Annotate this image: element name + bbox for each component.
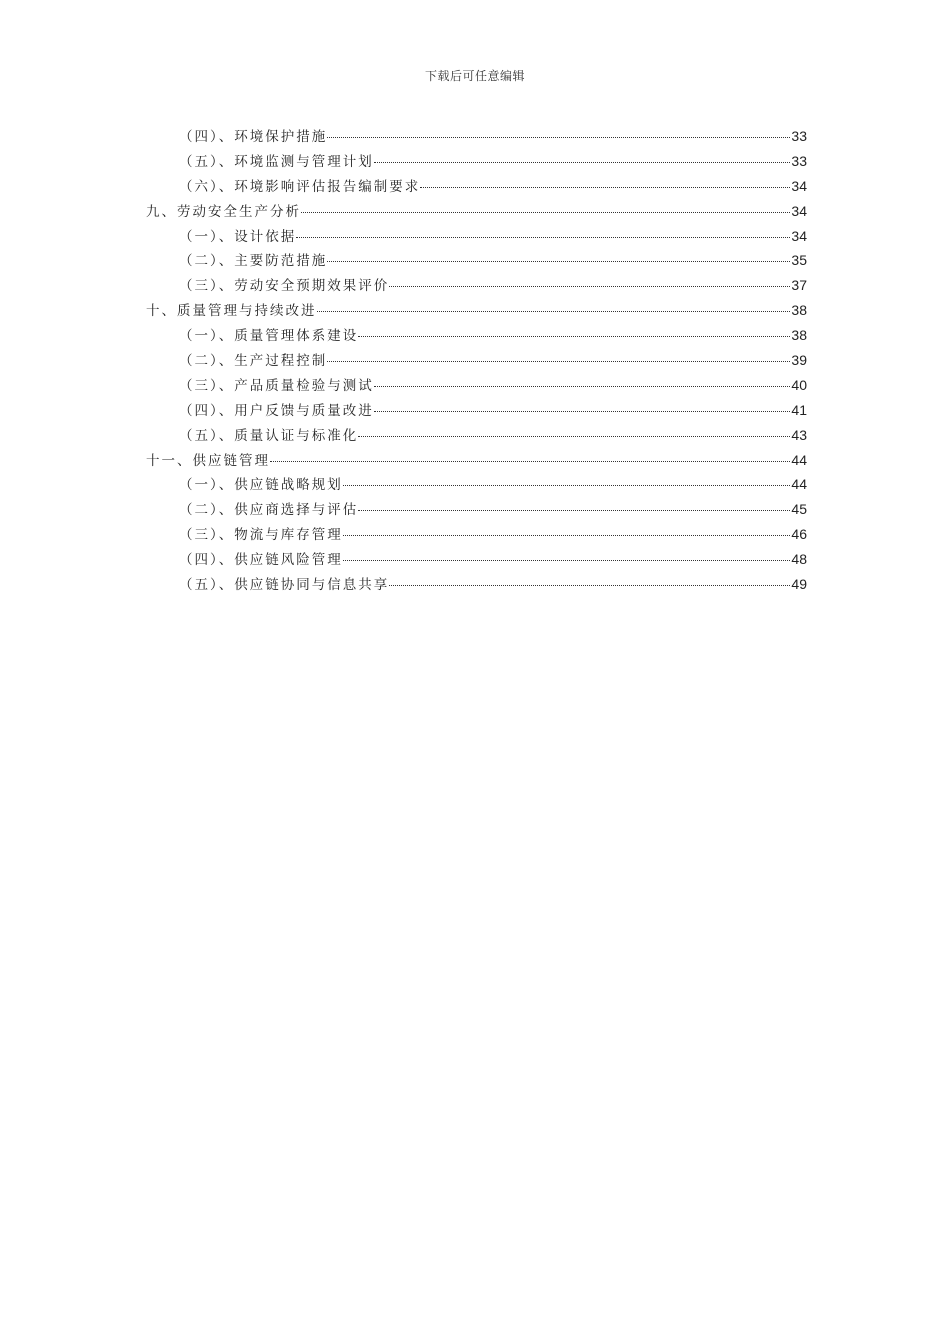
- toc-dot-leader: [327, 361, 790, 362]
- toc-entry[interactable]: [146, 150, 807, 175]
- toc-dot-leader: [420, 187, 790, 188]
- toc-entry[interactable]: [146, 399, 807, 424]
- toc-dot-leader: [296, 237, 790, 238]
- toc-entry-title: （三）、劳动安全预期效果评价: [179, 278, 390, 295]
- toc-dot-leader: [389, 286, 790, 287]
- toc-dot-leader: [270, 461, 790, 462]
- toc-page-number: 49: [791, 576, 807, 593]
- toc-entry[interactable]: [146, 548, 807, 573]
- toc-entry[interactable]: [146, 274, 807, 299]
- toc-dot-leader: [327, 261, 790, 262]
- toc-page-number: 34: [791, 177, 807, 194]
- toc-entry[interactable]: [146, 473, 807, 498]
- toc-entry[interactable]: [146, 374, 807, 399]
- toc-page-number: 33: [791, 152, 807, 169]
- toc-entry-title: （五）、质量认证与标准化: [179, 427, 359, 444]
- toc-page-number: 34: [791, 202, 807, 219]
- toc-page-number: 44: [791, 451, 807, 468]
- toc-entry-title: （六）、环境影响评估报告编制要求: [179, 178, 421, 195]
- toc-entry-title: 十一、供应链管理: [146, 452, 270, 469]
- toc-entry-title: （四）、环境保护措施: [179, 129, 328, 145]
- toc-dot-leader: [374, 386, 791, 387]
- toc-entry-title: （五）、供应链协同与信息共享: [179, 577, 390, 594]
- toc-page-number: 40: [791, 376, 807, 393]
- toc-page-number: 38: [791, 327, 807, 344]
- toc-dot-leader: [358, 336, 790, 337]
- toc-entry-title: （三）、产品质量检验与测试: [179, 377, 374, 394]
- toc-page-number: 34: [791, 227, 807, 244]
- toc-page-number: 35: [791, 252, 807, 269]
- toc-dot-leader: [389, 585, 790, 586]
- toc-dot-leader: [301, 212, 790, 213]
- toc-page-number: 48: [791, 551, 807, 568]
- toc-entry[interactable]: [146, 573, 807, 598]
- toc-page-number: 39: [791, 352, 807, 369]
- toc-entry[interactable]: [146, 424, 807, 449]
- toc-page-number: 44: [791, 476, 807, 493]
- toc-dot-leader: [317, 311, 791, 312]
- toc-entry-title: （二）、生产过程控制: [179, 353, 328, 370]
- toc-page-number: 38: [791, 302, 807, 319]
- toc-entry-title: （四）、用户反馈与质量改进: [179, 402, 374, 419]
- toc-page-number: 33: [791, 128, 807, 144]
- toc-entry[interactable]: [146, 498, 807, 523]
- table-of-contents: [146, 125, 807, 598]
- toc-entry-title: （四）、供应链风险管理: [179, 552, 343, 569]
- toc-entry[interactable]: [146, 175, 807, 200]
- toc-entry-title: （二）、主要防范措施: [179, 253, 328, 270]
- toc-entry[interactable]: [146, 523, 807, 548]
- toc-dot-leader: [343, 485, 791, 486]
- toc-page-number: 45: [791, 501, 807, 518]
- toc-page-number: 46: [791, 526, 807, 543]
- toc-dot-leader: [343, 535, 791, 536]
- toc-entry-title: （一）、质量管理体系建设: [179, 328, 359, 345]
- toc-dot-leader: [374, 162, 791, 163]
- toc-entry[interactable]: [146, 225, 807, 250]
- toc-page-number: 43: [791, 426, 807, 443]
- toc-page-number: 37: [791, 277, 807, 294]
- toc-chapter-entry[interactable]: [146, 200, 807, 225]
- toc-entry-title: 十、质量管理与持续改进: [146, 303, 317, 320]
- toc-entry-title: （二）、供应商选择与评估: [179, 502, 359, 519]
- toc-entry-title: （一）、设计依据: [179, 228, 297, 245]
- toc-chapter-entry[interactable]: [146, 449, 807, 474]
- toc-entry[interactable]: [146, 125, 807, 150]
- toc-dot-leader: [374, 411, 791, 412]
- page-header: 下载后可任意编辑: [424, 69, 525, 83]
- toc-entry-title: 九、劳动安全生产分析: [146, 203, 301, 220]
- toc-entry-title: （五）、环境监测与管理计划: [179, 153, 374, 170]
- toc-dot-leader: [358, 436, 790, 437]
- toc-chapter-entry[interactable]: [146, 299, 807, 324]
- toc-entry[interactable]: [146, 249, 807, 274]
- toc-dot-leader: [327, 137, 790, 138]
- toc-page-number: 41: [791, 401, 807, 418]
- toc-entry-title: （一）、供应链战略规划: [179, 477, 343, 494]
- toc-entry[interactable]: [146, 324, 807, 349]
- toc-dot-leader: [343, 560, 791, 561]
- toc-entry-title: （三）、物流与库存管理: [179, 527, 343, 544]
- toc-dot-leader: [358, 510, 790, 511]
- toc-entry[interactable]: [146, 349, 807, 374]
